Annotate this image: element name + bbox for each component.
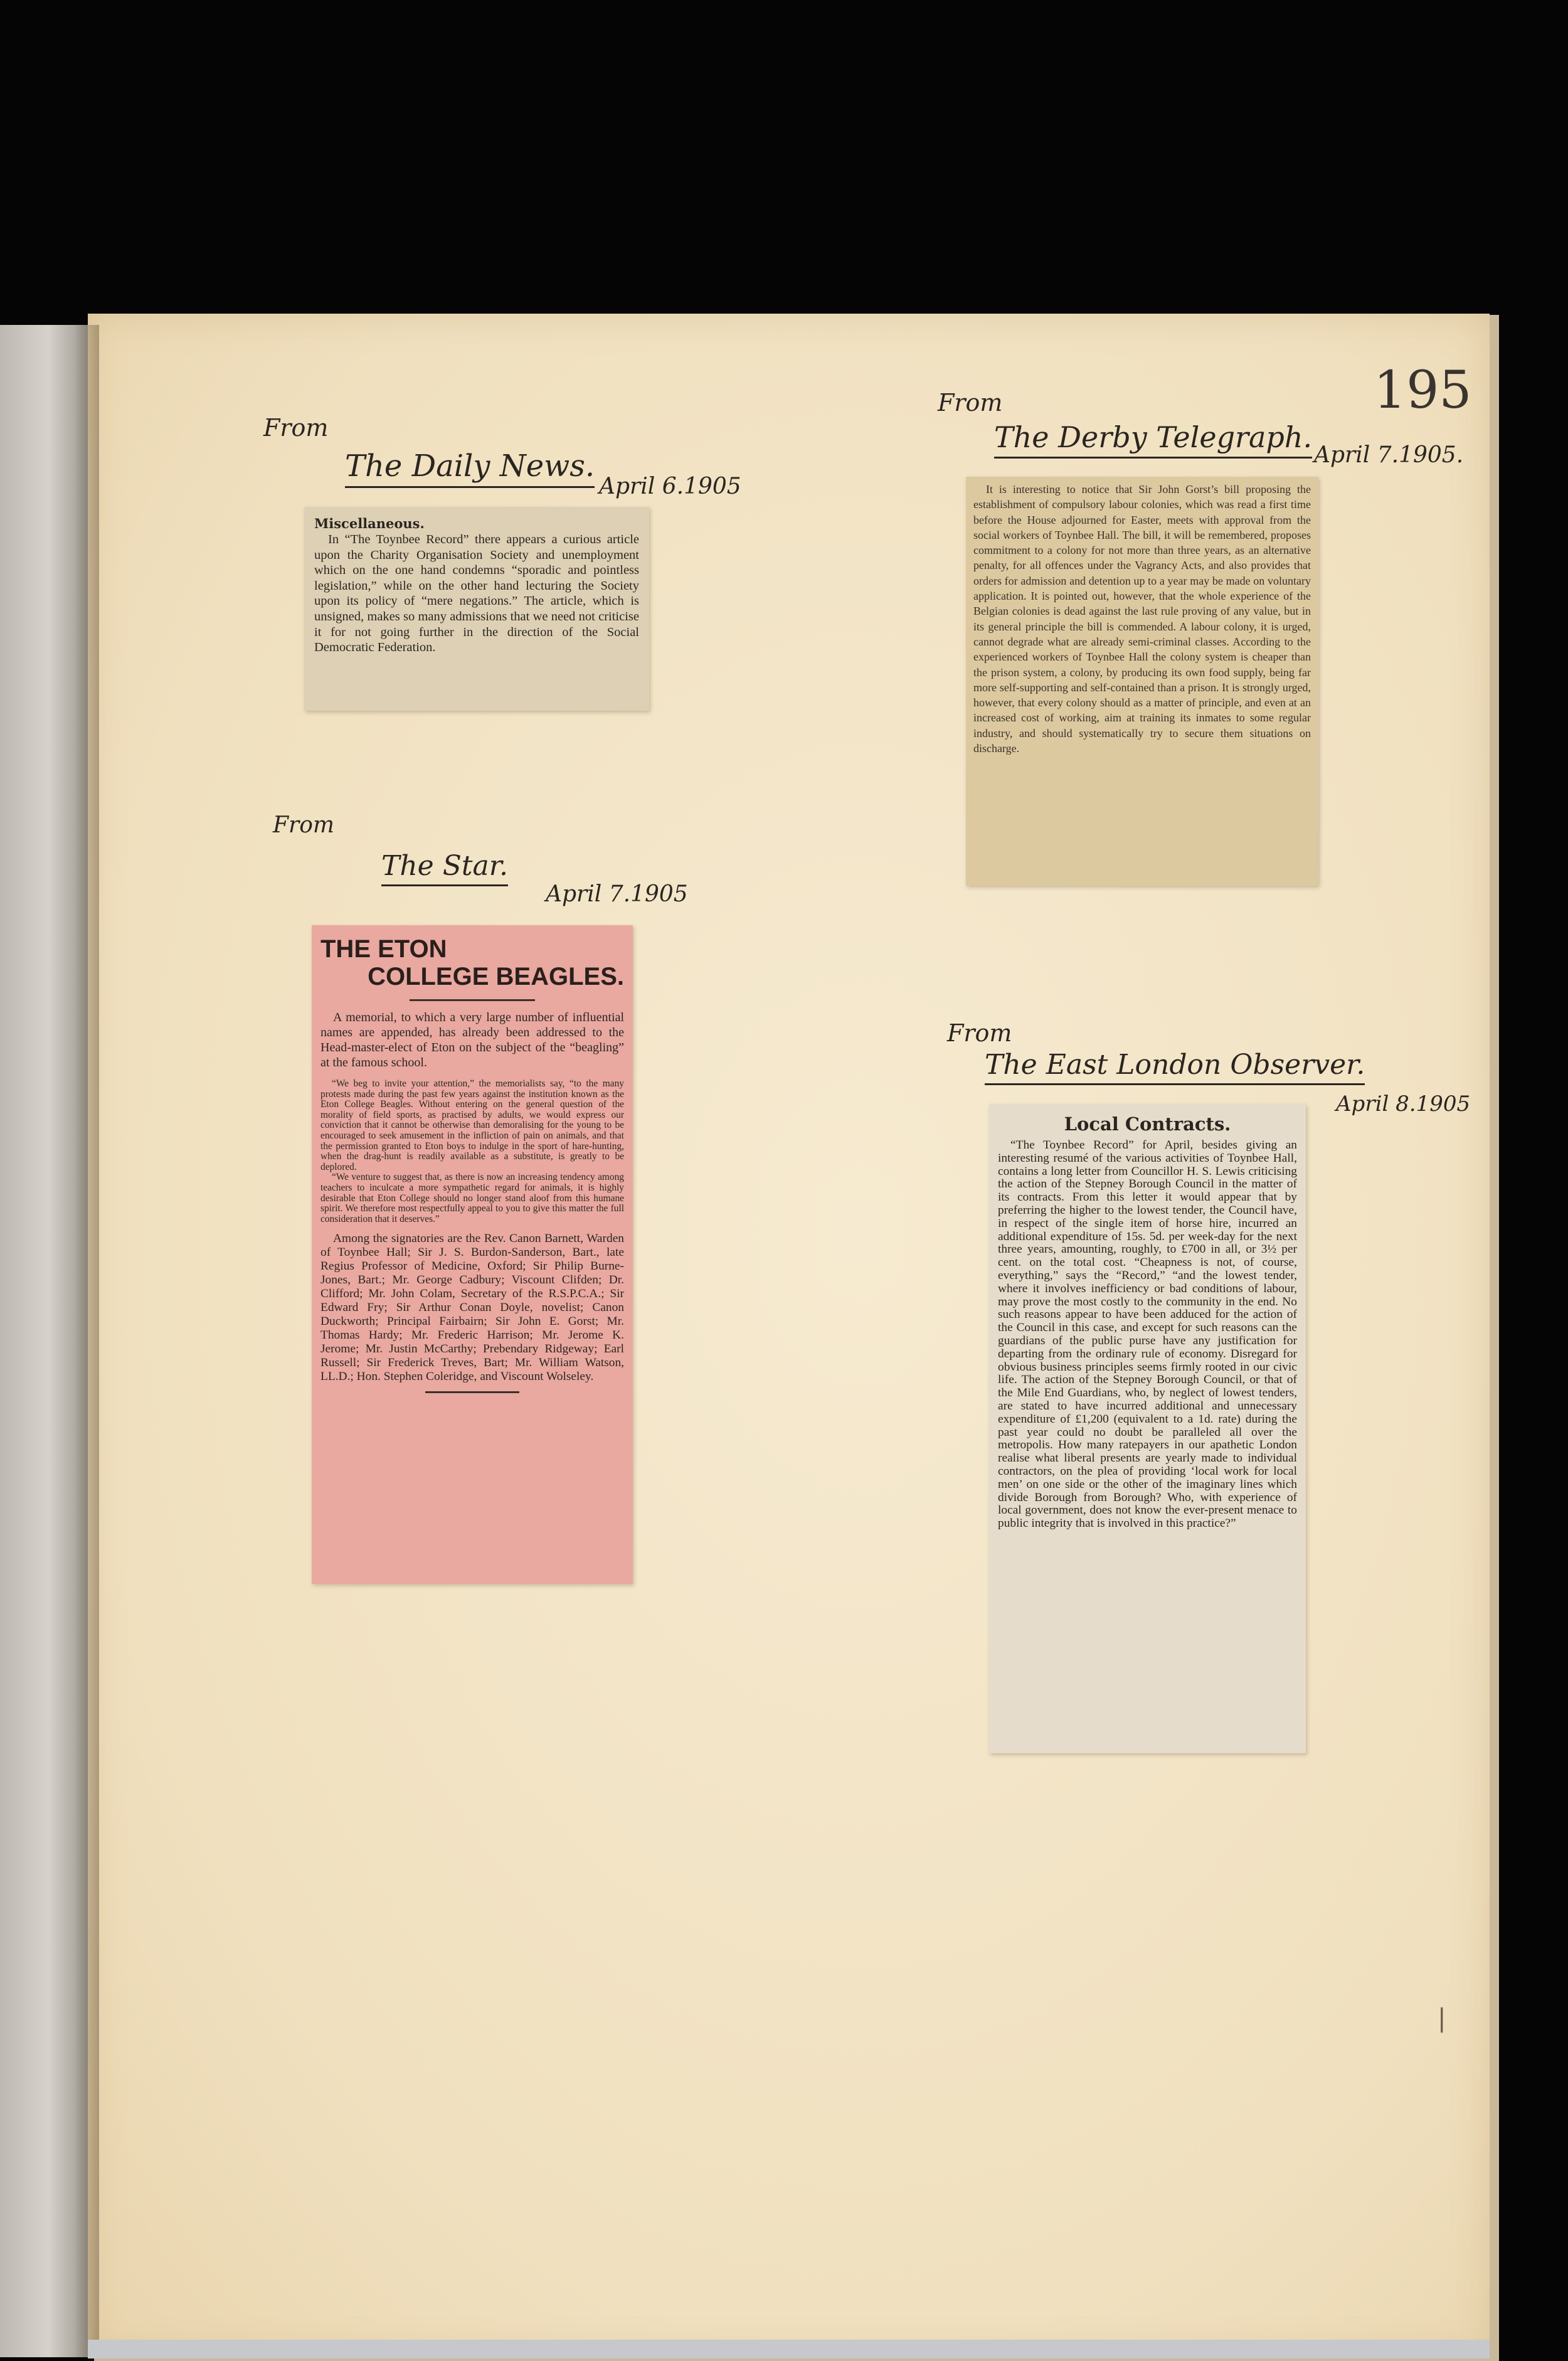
margin-mark: | [1438, 2004, 1446, 2033]
from-label: From [947, 1019, 1012, 1047]
clipping-the-star [312, 925, 633, 1584]
clipping-body: “The Toynbee Record” for April, besides giving an interesting resumé of the various activities of Toynbee Hall, contains a long letter from Councillor H. S. Lewis criticising the action of the Stepney Borough Council in the matter of its contracts. From this letter it would appear that by preferring the higher to the lowest tender, the Council have, in respect of the single item of horse hire, incurred an additional expenditure of 15s. 5d. per week-day for the next three years, amounting, roughly, to £700 in all, or 3½ per cent. on the total cost. “Cheapness is not, of course, everything,” says the “Record,” “and the lowest tender, where it involves inefficiency or bad conditions of labour, may prove the most costly to the community in the end. No such reasons appear to have been adduced for the action of the Council in this case, and except for such reasons can the guardians of the public purse have any justification for departing from the ordinary rule of economy. Disregard for obvious business principles seems firmly rooted in our civic life. The action of the Stepney Borough Council, or that of the Mile End Guardians, who, by neglect of lowest tenders, are stated to have incurred additional and unnecessary expenditure of £1,200 (equivalent to a 1d. rate) during the past year could no doubt be paralleled all over the metropolis. How many ratepayers in our apathetic London realise what liberal presents are yearly made to individual contractors, on the plea of providing ‘local work for local men’ on one side or the other of the imaginary lines which divide Borough from Borough? Who, with experience of local government, does not know the ever-present menace to public integrity that is involved in this practice?” [998, 1138, 1297, 1531]
spine-shadow [74, 325, 99, 2357]
clipping-heading: Miscellaneous. [314, 516, 425, 531]
headline-line-1: THE ETON [320, 935, 447, 963]
from-label: From [263, 414, 329, 442]
source-title: The Daily News. [345, 448, 595, 488]
clipping-date: April 8.1905 [1336, 1091, 1471, 1117]
headline-rule [410, 999, 535, 1001]
clipping-derby-telegraph [966, 477, 1318, 886]
clipping-paragraph: A memorial, to which a very large number of influential names are appended, has already been addressed to the Head-master-elect of Eton on the subject of the “beagling” at the famous school. [320, 1011, 624, 1069]
clipping-body: In “The Toynbee Record” there appears a curious article upon the Charity Organisation Society and unemployment which on the one hand condemns “sporadic and pointless legislation,” while on the other hand lecturing the Society upon its policy of “mere negations.” The article, which is unsigned, makes so many admissions that we need not criticise it for not going further in the direction of the Social Democratic Federation. [314, 533, 639, 655]
headline-line-2: COLLEGE BEAGLES. [368, 963, 624, 990]
source-title: The Derby Telegraph. [994, 420, 1312, 459]
clipping-paragraph: Among the signatories are the Rev. Canon Barnett, Warden of Toynbee Hall; Sir J. S. Burdon-Sanderson, Bart., late Regius Professor of Medicine, Oxford; Sir Philip Burne-Jones, Bart.; Mr. George Cadbury; Viscount Clifden; Dr. Clifford; Mr. John Colam, Secretary of the R.S.P.C.A.; Sir Edward Fry; Sir Arthur Conan Doyle, novelist; Canon Duckworth; Principal Fairbairn; Sir John E. Gorst; Mr. Thomas Hardy; Mr. Frederic Harrison; Mr. Jerome K. Jerome; Mr. Justin McCarthy; Prebendary Ridgeway; Earl Russell; Sir Frederick Treves, Bart; Mr. William Watson, LL.D.; Hon. Stephen Coleridge, and Viscount Wolseley. [320, 1232, 624, 1384]
end-rule [425, 1391, 519, 1393]
clipping-date: April 7.1905 [546, 881, 688, 907]
clipping-daily-news [304, 507, 649, 711]
source-title: The East London Observer. [985, 1049, 1365, 1085]
clipping-body: It is interesting to notice that Sir John Gorst’s bill proposing the establishment of compulsory labour colonies, which was read a first time before the House adjourned for Easter, meets with approval from the social workers of Toynbee Hall. The bill, it will be remembered, proposes commitment to a colony for not more than three years, as an alternative penalty, for all offences under the Vagrancy Acts, and also provides that orders for admission and detention up to a year may be made on voluntary application. It is pointed out, however, that the whole experience of the Belgian colonies is dead against the last rule proving of any value, but in its general principle the bill is commended. A labour colony, it is urged, cannot degrade what are already semi-criminal classes. According to the experienced workers of Toynbee Hall the colony system is cheaper than the prison system, a colony, by producing its own food supply, being far more self-supporting and self-contained than a prison. It is strongly urged, however, that every colony should as a matter of principle, and even at an increased cost of working, aim at training its inmates to some regular industry, and should systematically try to secure them situations on discharge. [973, 483, 1311, 755]
clipping-date: April 7.1905. [1314, 442, 1464, 468]
clipping-paragraph: “We venture to suggest that, as there is now an increasing tendency among teachers to inculcate a more sympathetic regard for animals, it is highly desirable that Eton College should no longer stand aloof from this humane spirit. We therefore most respectfully appeal to you to give this matter the full consideration that it deserves.” [320, 1172, 624, 1224]
page-bottom-edge [88, 2340, 1490, 2358]
clipping-east-london-observer [989, 1104, 1306, 1753]
source-title: The Star. [381, 850, 508, 886]
clipping-paragraph: “We beg to invite your attention,” the memorialists say, “to the many protests made during the past few years against the institution known as the Eton College Beagles. Without entering on the general question of the morality of field sports, as practised by adults, we would express our conviction that it cannot be otherwise than demoralising for the young to be encouraged to seek amusement in the infliction of pain on animals, and that the permission granted to Eton boys to indulge in the sport of hare-hunting, when the drag-hunt is readily available as a substitute, is greatly to be deplored. [320, 1078, 624, 1172]
clipping-heading: Local Contracts. [1064, 1113, 1231, 1135]
from-label: From [273, 812, 334, 838]
from-label: From [938, 389, 1003, 416]
clipping-date: April 6.1905 [599, 474, 741, 499]
page-number: 195 [1374, 361, 1472, 420]
